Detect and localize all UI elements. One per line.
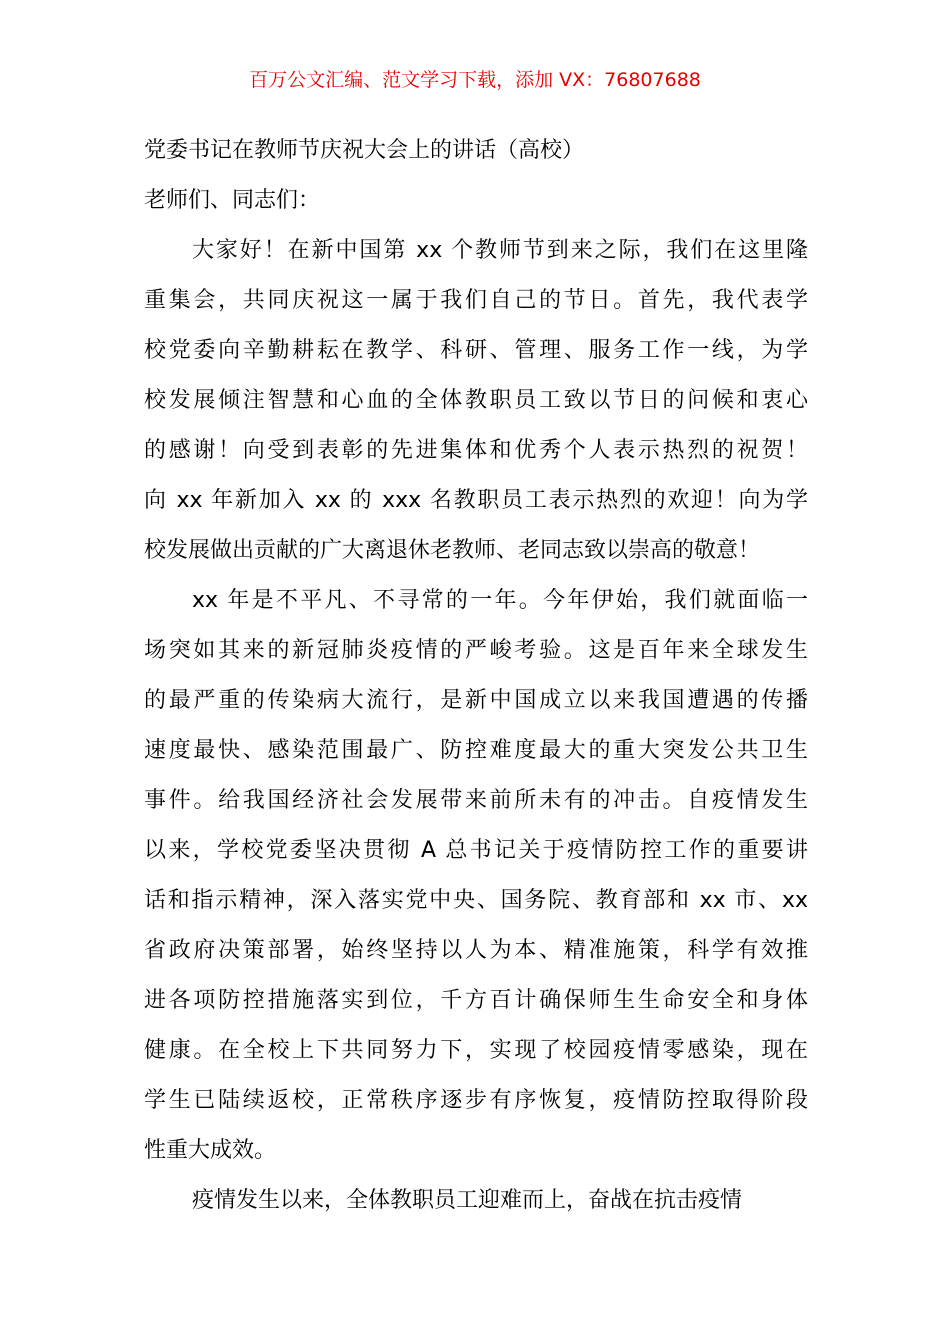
- document-title: 党委书记在教师节庆祝大会上的讲话（高校）: [144, 138, 585, 163]
- text-line: 的感谢！向受到表彰的先进集体和优秀个人表示热烈的祝贺！: [144, 438, 808, 463]
- paragraph-3: [144, 1176, 808, 1226]
- text-line: 事件。给我国经济社会发展带来前所未有的冲击。自疫情发生: [144, 788, 808, 813]
- text-line: xx 年是不平凡、不寻常的一年。今年伊始，我们就面临一: [192, 588, 808, 613]
- text-line: 校发展倾注智慧和心血的全体教职员工致以节日的问候和衷心: [144, 388, 808, 413]
- text-line: 的最严重的传染病大流行，是新中国成立以来我国遭遇的传播: [144, 688, 808, 713]
- paragraph-1: [144, 226, 808, 576]
- text-line: 校党委向辛勤耕耘在教学、科研、管理、服务工作一线，为学: [144, 338, 808, 363]
- text-line: 向 xx 年新加入 xx 的 xxx 名教职员工表示热烈的欢迎！向为学: [144, 488, 808, 513]
- text-line: 进各项防控措施落实到位，千方百计确保师生生命安全和身体: [144, 988, 808, 1013]
- text-line: 重集会，共同庆祝这一属于我们自己的节日。首先，我代表学: [144, 288, 808, 313]
- salutation: 老师们、同志们：: [144, 188, 321, 213]
- text-line: 性重大成效。: [144, 1138, 277, 1163]
- text-line: 健康。在全校上下共同努力下，实现了校园疫情零感染，现在: [144, 1038, 808, 1063]
- text-line: 话和指示精神，深入落实党中央、国务院、教育部和 xx 市、xx: [144, 888, 808, 913]
- paragraph-2: [144, 576, 808, 1176]
- text-line: 疫情发生以来，全体教职员工迎难而上，奋战在抗击疫情: [192, 1188, 743, 1213]
- text-line: 学生已陆续返校，正常秩序逐步有序恢复，疫情防控取得阶段: [144, 1088, 808, 1113]
- text-line: 省政府决策部署，始终坚持以人为本、精准施策，科学有效推: [144, 938, 808, 963]
- text-line: 大家好！在新中国第 xx 个教师节到来之际，我们在这里隆: [192, 238, 808, 263]
- text-line: 场突如其来的新冠肺炎疫情的严峻考验。这是百年来全球发生: [144, 638, 808, 663]
- text-line: 以来，学校党委坚决贯彻 A 总书记关于疫情防控工作的重要讲: [144, 838, 808, 863]
- document-body: [144, 126, 808, 1226]
- header-banner: 百万公文汇编、范文学习下载，添加 VX：76807688: [249, 69, 701, 91]
- text-line: 速度最快、感染范围最广、防控难度最大的重大突发公共卫生: [144, 738, 808, 763]
- text-line: 校发展做出贡献的广大离退休老教师、老同志致以崇高的敬意！: [144, 538, 761, 563]
